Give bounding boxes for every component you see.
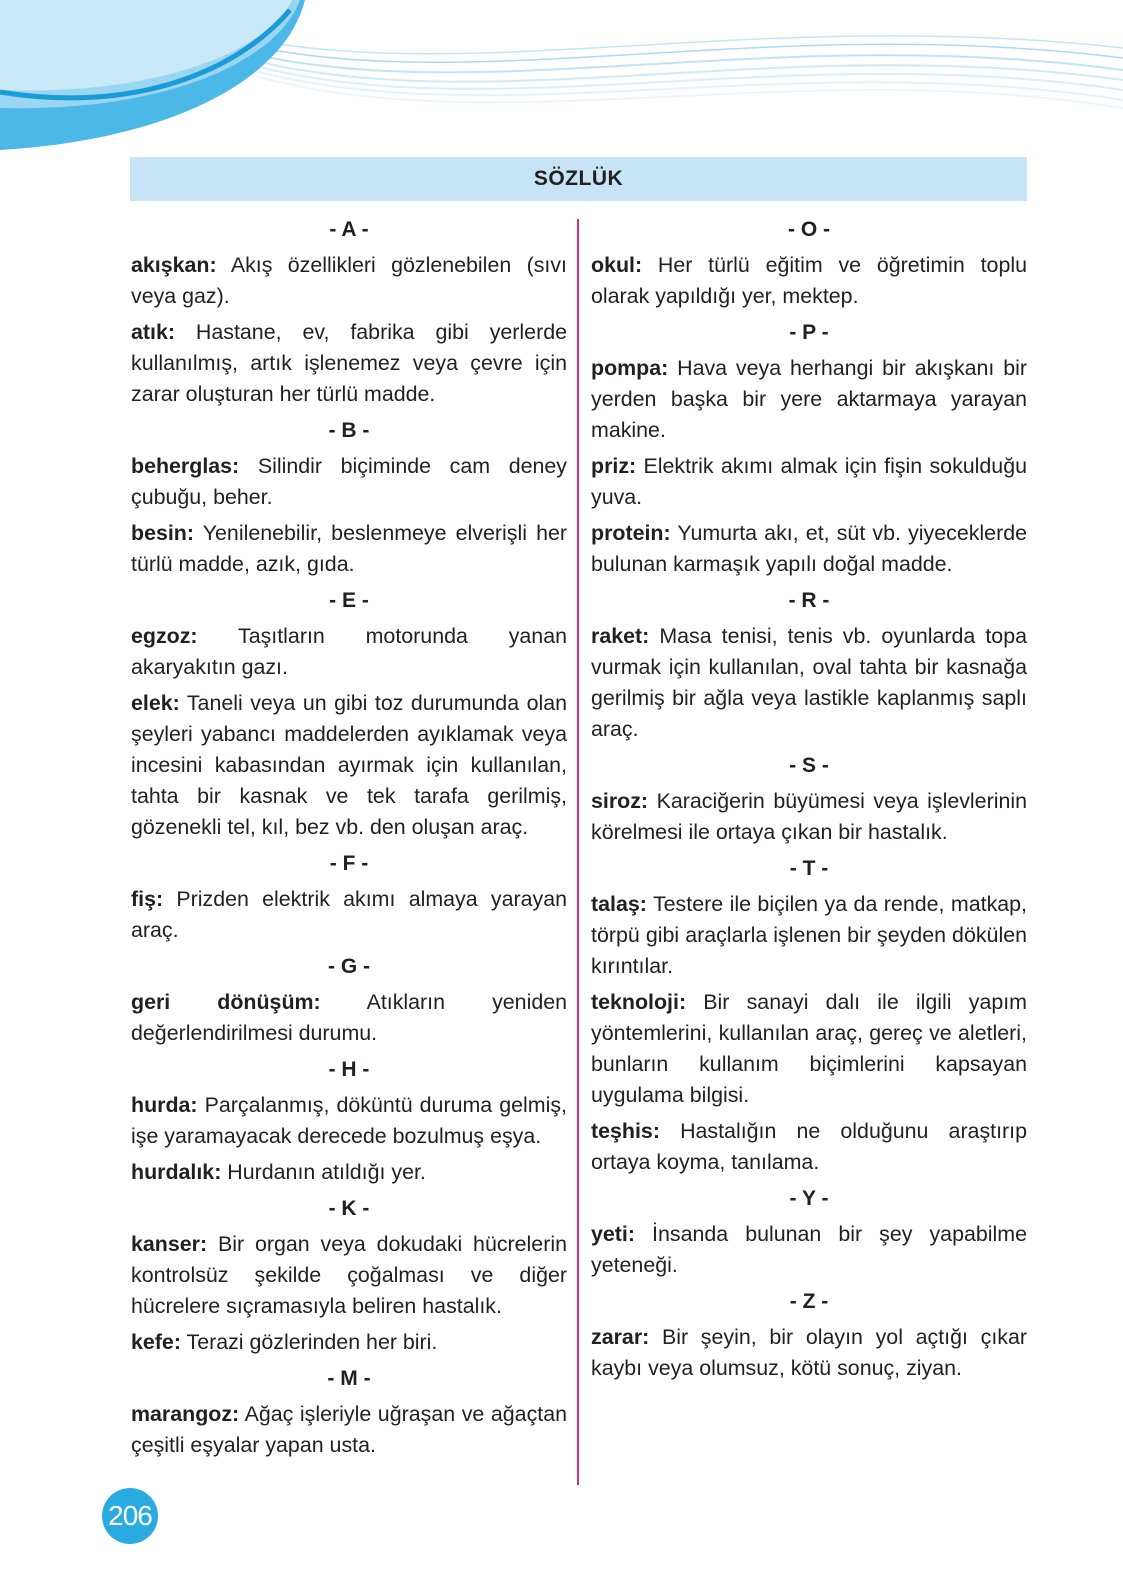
glossary-term: teknoloji: (591, 990, 687, 1014)
glossary-term: akışkan: (131, 253, 217, 277)
glossary-definition: Her türlü eğitim ve öğretimin toplu olarak yapıldığı yer, mektep. (591, 253, 1027, 308)
column-divider (577, 219, 579, 1485)
glossary-definition: Testere ile biçilen ya da rende, matkap, törpü gibi araçlarla işlenen bir şeyden dökülen kırıntılar. (591, 892, 1027, 978)
page-title-bar (130, 157, 1027, 201)
glossary-entry (591, 1219, 1027, 1281)
glossary-definition: Atıkların yeniden değerlendirilmesi durumu. (131, 990, 568, 1045)
glossary-definition: Bir organ veya dokudaki hücrelerin kontrolsüz şekilde çoğalması ve diğer hücrelere sıçramasıyla beliren hastalık. (131, 1232, 567, 1318)
glossary-definition: Yumurta akı, et, süt vb. yiyeceklerde bulunan karmaşık yapılı doğal madde. (591, 521, 1027, 576)
glossary-definition: Terazi gözlerinden her biri. (186, 1330, 438, 1354)
letter-heading: - Y - (789, 1187, 829, 1210)
glossary-term: priz: (591, 454, 637, 478)
glossary-definition: Hastane, ev, fabrika gibi yerlerde kullanılmış, artık işlenemez veya çevre için zarar oluşturan her türlü madde. (131, 320, 567, 406)
page-number: 206 (108, 1500, 152, 1531)
glossary-entry (131, 1399, 567, 1461)
glossary-entry (591, 518, 1027, 580)
glossary-entry (591, 987, 1027, 1111)
glossary-definition: Bir şeyin, bir olayın yol açtığı çıkar kaybı veya olumsuz, kötü sonuç, ziyan. (591, 1325, 1028, 1380)
letter-heading: - G - (328, 955, 370, 978)
right-column (591, 214, 1027, 1389)
glossary-entry (131, 688, 567, 843)
glossary-term: beherglas: (131, 454, 240, 478)
glossary-term: hurdalık: (131, 1160, 222, 1184)
glossary-definition: Hastalığın ne olduğunu araştırıp ortaya koyma, tanılama. (591, 1119, 1028, 1174)
letter-heading: - P - (789, 321, 829, 344)
glossary-entry (131, 1229, 567, 1322)
glossary-term: besin: (131, 521, 194, 545)
glossary-entry (131, 884, 567, 946)
glossary-entry (591, 250, 1027, 312)
letter-heading: - A - (329, 218, 369, 241)
glossary-entry (131, 621, 567, 683)
glossary-term: yeti: (591, 1222, 635, 1246)
glossary-term: egzoz: (131, 624, 198, 648)
glossary-entry (131, 1327, 567, 1358)
glossary-definition: Yenilenebilir, beslenmeye elverişli her türlü madde, azık, gıda. (131, 521, 567, 576)
glossary-entry (591, 451, 1027, 513)
glossary-entry (131, 451, 567, 513)
glossary-entry (131, 250, 567, 312)
glossary-definition: İnsanda bulunan bir şey yapabilme yeteneği. (591, 1222, 1027, 1277)
glossary-definition: Taneli veya un gibi toz durumunda olan şeyleri yabancı maddelerden ayıklamak veya incesini kabasından ayırmak için kullanılan, tahta bir kasnak ve tek tarafa gerilmiş, gözenekli tel, kıl, bez vb. den oluşan araç. (131, 691, 568, 839)
glossary-term: teşhis: (591, 1119, 660, 1143)
glossary-definition: Bir sanayi dalı ile ilgili yapım yöntemlerini, kullanılan araç, gereç ve aletleri, bunların kullanım biçimlerini kapsayan uygulama bilgisi. (591, 990, 1027, 1107)
letter-heading: - K - (328, 1197, 370, 1220)
glossary-entry (131, 1157, 567, 1188)
glossary-term: marangoz: (131, 1402, 240, 1426)
glossary-definition: Akış özellikleri gözlenebilen (sıvı veya gaz). (131, 253, 567, 308)
glossary-term: kanser: (131, 1232, 208, 1256)
letter-heading: - O - (788, 218, 830, 241)
glossary-definition: Ağaç işleriyle uğraşan ve ağaçtan çeşitli eşyalar yapan usta. (131, 1402, 567, 1457)
glossary-definition: Silindir biçiminde cam deney çubuğu, beher. (131, 454, 567, 509)
glossary-definition: Hurdanın atıldığı yer. (227, 1160, 426, 1184)
glossary-term: talaş: (591, 892, 647, 916)
glossary-entry (591, 786, 1027, 848)
glossary-definition: Prizden elektrik akımı almaya yarayan araç. (131, 887, 568, 942)
glossary-term: raket: (591, 624, 650, 648)
glossary-definition: Karaciğerin büyümesi veya işlevlerinin körelmesi ile ortaya çıkan bir hastalık. (591, 789, 1027, 844)
glossary-entry (591, 889, 1027, 982)
page-title: SÖZLÜK (533, 167, 624, 190)
glossary-definition: Elektrik akımı almak için fişin sokulduğu yuva. (591, 454, 1027, 509)
glossary-term: siroz: (591, 789, 649, 813)
page-number-badge (102, 1488, 158, 1544)
glossary-definition: Masa tenisi, tenis vb. oyunlarda topa vurmak için kullanılan, oval tahta bir kasnağa gerilmiş bir ağla veya lastikle kaplanmış saplı araç. (591, 624, 1027, 741)
letter-heading: - R - (788, 589, 830, 612)
glossary-term: pompa: (591, 356, 669, 380)
letter-heading: - B - (328, 419, 370, 442)
header-wave-decoration (0, 0, 1123, 160)
glossary-entry (591, 1322, 1027, 1384)
letter-heading: - M - (327, 1367, 371, 1390)
letter-heading: - H - (328, 1058, 370, 1081)
glossary-entry (131, 987, 567, 1049)
glossary-entry (591, 1116, 1027, 1178)
glossary-definition: Hava veya herhangi bir akışkanı bir yerden başka bir yere aktarmaya yarayan makine. (591, 356, 1028, 442)
glossary-term: elek: (131, 691, 180, 715)
glossary-term: kefe: (131, 1330, 181, 1354)
glossary-term: fiş: (131, 887, 164, 911)
glossary-definition: Parçalanmış, döküntü duruma gelmiş, işe yaramayacak derecede bozulmuş eşya. (131, 1093, 567, 1148)
glossary-term: atık: (131, 320, 175, 344)
glossary-entry (591, 353, 1027, 446)
glossary-term: okul: (591, 253, 643, 277)
letter-heading: - S - (789, 754, 829, 777)
glossary-term: zarar: (591, 1325, 650, 1349)
glossary-entry (131, 317, 567, 410)
glossary-term: protein: (591, 521, 671, 545)
left-column (131, 214, 567, 1466)
glossary-term: hurda: (131, 1093, 198, 1117)
glossary-entry (591, 621, 1027, 745)
letter-heading: - T - (789, 857, 829, 880)
glossary-term: geri dönüşüm: (131, 990, 321, 1014)
letter-heading: - F - (329, 852, 369, 875)
glossary-entry (131, 518, 567, 580)
letter-heading: - E - (329, 589, 369, 612)
glossary-entry (131, 1090, 567, 1152)
glossary-definition: Taşıtların motorunda yanan akaryakıtın gazı. (131, 624, 567, 679)
letter-heading: - Z - (789, 1290, 829, 1313)
